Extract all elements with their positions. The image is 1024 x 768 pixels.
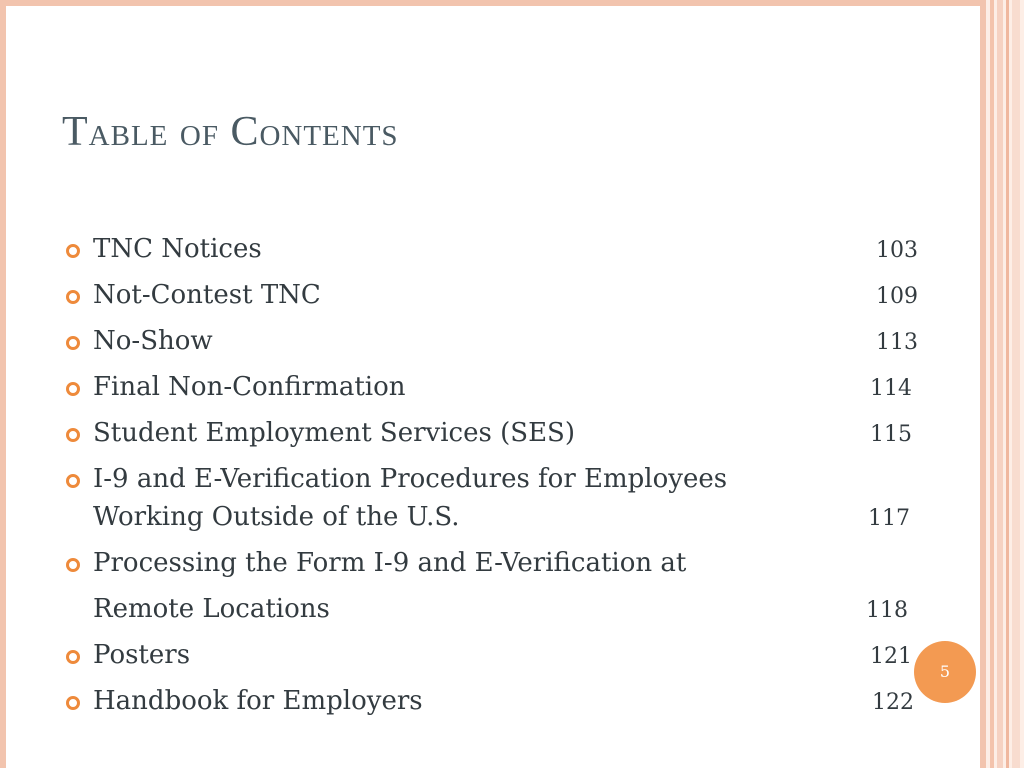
toc-item-page: 117 <box>868 506 910 531</box>
decorative-stripe <box>1006 0 1009 768</box>
toc-item-label-line-2: Remote Locations <box>93 594 330 624</box>
bullet-icon <box>66 474 80 488</box>
toc-item-label-line-1: Processing the Form I-9 and E-Verification at <box>93 548 687 578</box>
slide-number-badge: 5 <box>914 641 976 703</box>
decorative-stripe <box>1012 0 1020 768</box>
bullet-icon <box>66 290 80 304</box>
toc-item-label: TNC Notices <box>93 234 262 264</box>
toc-item-page: 118 <box>866 598 908 623</box>
bullet-icon <box>66 244 80 258</box>
toc-item-label: Posters <box>93 640 191 670</box>
toc-item-label: Final Non-Confirmation <box>93 372 406 402</box>
bullet-icon <box>66 382 80 396</box>
toc-item-label: No-Show <box>93 326 213 356</box>
toc-item-label: Student Employment Services (SES) <box>93 418 576 448</box>
frame-top-border <box>0 0 986 6</box>
toc-item-label-line-2: Working Outside of the U.S. <box>93 502 460 532</box>
bullet-icon <box>66 428 80 442</box>
frame-left-border <box>0 0 6 768</box>
toc-item-label-line-1: I-9 and E-Verification Procedures for Employees <box>93 464 728 494</box>
toc-item-page: 103 <box>876 238 918 263</box>
bullet-icon <box>66 696 80 710</box>
toc-item-page: 121 <box>870 644 912 669</box>
toc-item-page: 115 <box>870 422 912 447</box>
toc-item-label: Not-Contest TNC <box>93 280 321 310</box>
toc-item-label: Handbook for Employers <box>93 686 423 716</box>
bullet-icon <box>66 336 80 350</box>
bullet-icon <box>66 558 80 572</box>
toc-item-page: 113 <box>876 330 918 355</box>
toc-item-page: 114 <box>870 376 912 401</box>
decorative-stripe <box>997 0 1003 768</box>
slide-title: Table of Contents <box>62 109 399 155</box>
decorative-stripe <box>990 0 994 768</box>
toc-item-page: 122 <box>872 690 914 715</box>
bullet-icon <box>66 650 80 664</box>
toc-item-page: 109 <box>876 284 918 309</box>
